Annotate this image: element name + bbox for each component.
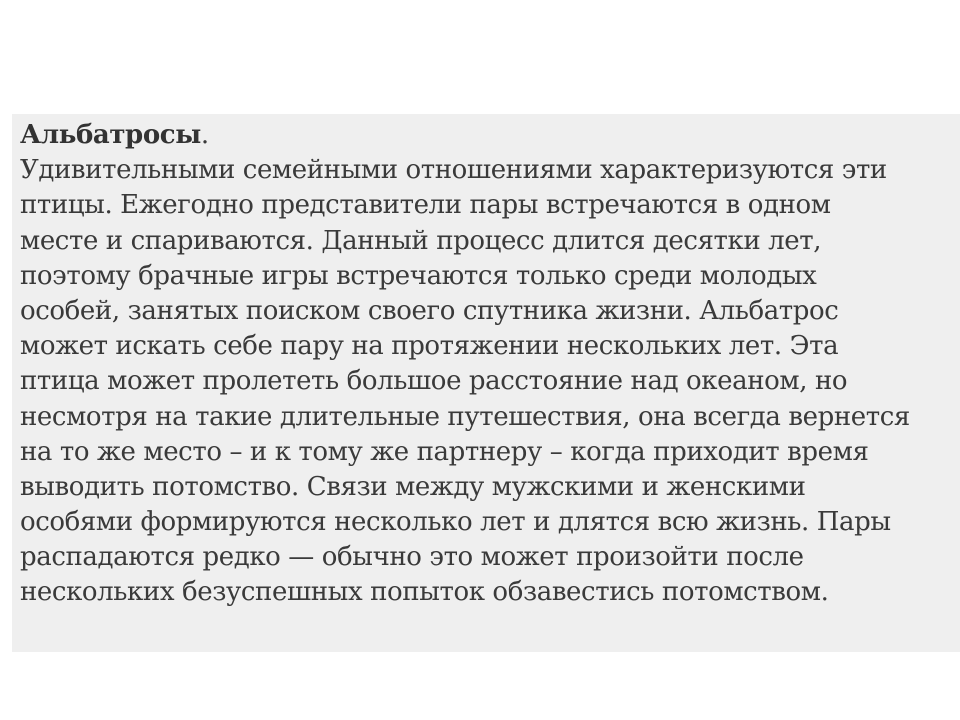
- heading-line: [20, 118, 960, 153]
- text-line: особей, занятых поиском своего спутника жизни. Альбатрос: [20, 295, 839, 326]
- heading-punctuation: .: [200, 120, 209, 150]
- text-line: месте и спариваются. Данный процесс длится десятки лет,: [20, 225, 822, 256]
- text-line: может искать себе пару на протяжении нескольких лет. Эта: [20, 331, 839, 362]
- text-line: на то же место – и к тому же партнеру – когда приходит время: [20, 436, 869, 467]
- text-line: поэтому брачные игры встречаются только среди молодых: [20, 260, 817, 291]
- text-line: распадаются редко — обычно это может произойти после: [20, 542, 804, 573]
- text-line: птицы. Ежегодно представители пары встречаются в одном: [20, 190, 831, 221]
- text-line: нескольких безуспешных попыток обзавестись потомством.: [20, 577, 829, 608]
- text-line: выводить потомство. Связи между мужскими и женскими: [20, 471, 806, 502]
- text-panel: [12, 114, 960, 652]
- article-text: [20, 118, 960, 611]
- text-line: особями формируются несколько лет и длятся всю жизнь. Пары: [20, 507, 891, 538]
- text-line: птица может пролететь большое расстояние над океаном, но: [20, 366, 848, 397]
- text-line: Удивительными семейными отношениями характеризуются эти: [20, 155, 887, 186]
- text-line: несмотря на такие длительные путешествия, она всегда вернется: [20, 401, 910, 432]
- article-heading: Альбатросы: [20, 120, 201, 150]
